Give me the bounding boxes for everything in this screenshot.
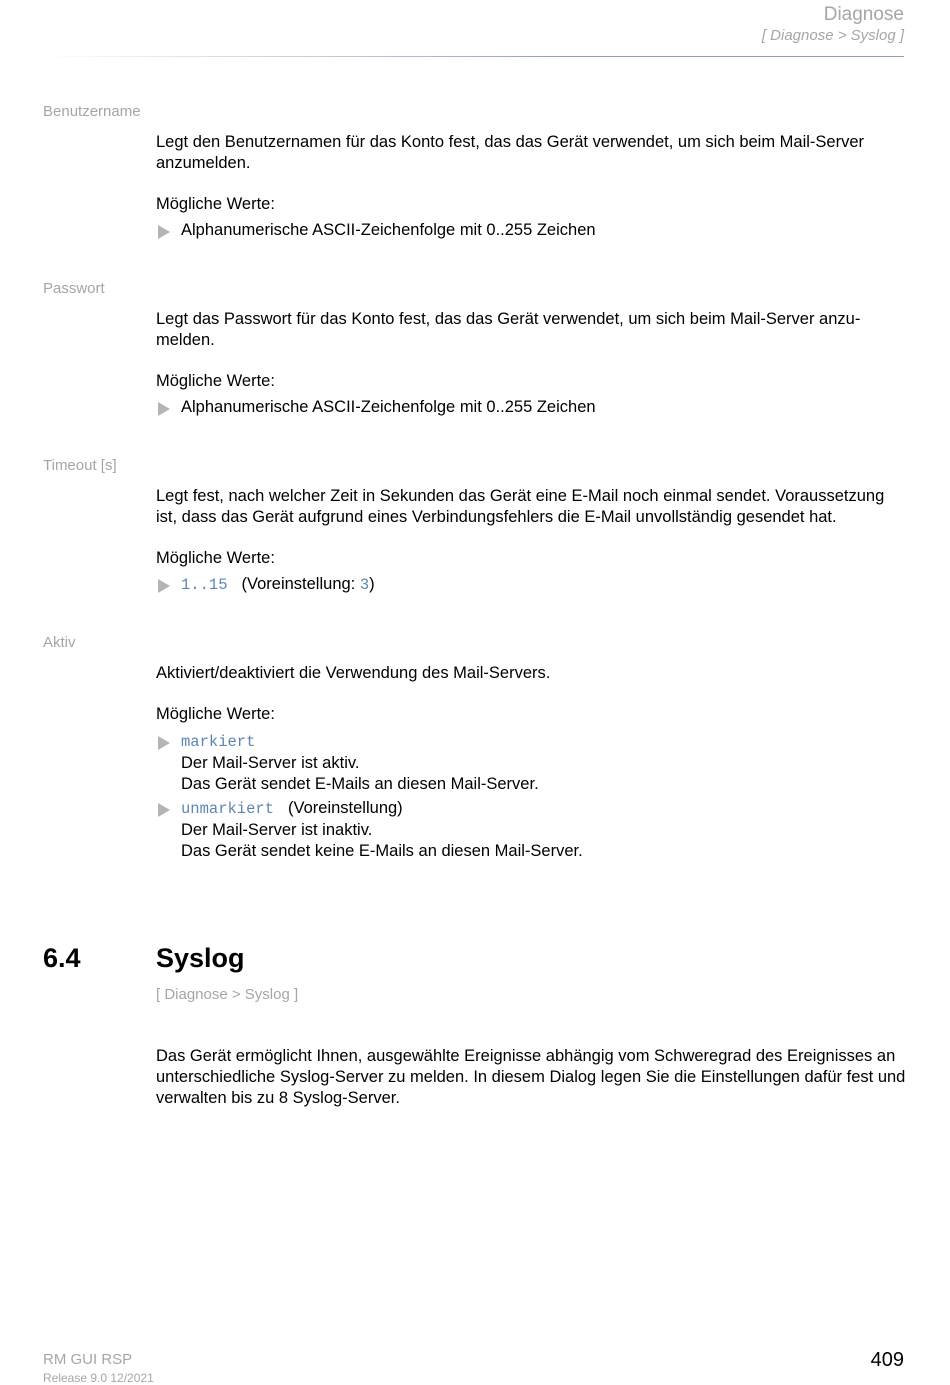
list-item-text: [181, 798, 908, 862]
list-item: [156, 220, 908, 241]
list-item-text: Alphanumerische ASCII-Zeichenfolge mit 0..255 Zeichen: [181, 398, 596, 416]
list-item-text: Alphanumerische ASCII-Zeichenfolge mit 0..255 Zeichen: [181, 221, 596, 239]
value-explanation: Das Gerät sendet keine E-Mails an diesen Mail-Server.: [181, 842, 583, 860]
default-suffix: ): [369, 575, 375, 593]
list-item: [156, 731, 908, 795]
default-value-code: 3: [359, 576, 370, 594]
default-note: (Voreinstellung): [288, 799, 403, 817]
value-explanation: Der Mail-Server ist inaktiv.: [181, 821, 373, 839]
list-item-text: [181, 574, 908, 596]
list-item-text: [181, 731, 908, 795]
values-heading: Mögliche Werte:: [156, 549, 275, 567]
default-prefix: (Voreinstellung:: [241, 575, 360, 593]
value-explanation: Das Gerät sendet E-Mails an diesen Mail-Server.: [181, 775, 539, 793]
param-description-benutzername: Legt den Benutzernamen für das Konto fest, das das Gerät verwendet, um sich beim Mail-Server anzumelden.: [156, 133, 865, 172]
bullet-triangle-icon: [158, 579, 170, 593]
bullet-triangle-icon: [158, 402, 170, 416]
value-range-code: 1..15: [181, 576, 228, 594]
section-number: 6.4: [43, 943, 81, 973]
header-divider: [40, 56, 904, 57]
param-label-timeout: Timeout [s]: [43, 457, 117, 474]
param-label-passwort: Passwort: [43, 280, 105, 297]
section-intro: Das Gerät ermöglicht Ihnen, ausgewählte Ereignisse abhängig vom Schweregrad des Ereignisses an unterschiedliche Syslog-Server zu melden. In diesem Dialog legen Sie die Einstellungen dafür fest und verwalten bis zu 8 Syslog-Server.: [156, 1047, 906, 1107]
value-code-unmarkiert: unmarkiert: [181, 800, 275, 818]
values-heading: Mögliche Werte:: [156, 372, 275, 390]
running-header-breadcrumb: [ Diagnose > Syslog ]: [761, 27, 904, 44]
param-description-aktiv: Aktiviert/deaktiviert die Verwendung des Mail-Servers.: [156, 664, 551, 682]
param-label-aktiv: Aktiv: [43, 634, 76, 651]
page-number: 409: [870, 1349, 904, 1371]
bullet-triangle-icon: [158, 803, 170, 817]
value-explanation: Der Mail-Server ist aktiv.: [181, 754, 360, 772]
footer-product: RM GUI RSP: [43, 1351, 133, 1368]
running-header-title: Diagnose: [823, 4, 904, 25]
list-item: [156, 397, 908, 418]
param-description-timeout: Legt fest, nach welcher Zeit in Sekunden das Gerät eine E-Mail noch einmal sendet. Voraussetzung ist, dass das Gerät aufgrund eines Verbindungsfehlers die E-Mail unvollständig gesendet hat.: [156, 487, 885, 526]
values-heading: Mögliche Werte:: [156, 705, 275, 723]
param-label-benutzername: Benutzername: [43, 103, 141, 120]
section-breadcrumb: [ Diagnose > Syslog ]: [156, 986, 299, 1003]
value-code-markiert: markiert: [181, 733, 256, 751]
bullet-triangle-icon: [158, 225, 170, 239]
list-item: [156, 574, 908, 596]
bullet-triangle-icon: [158, 736, 170, 750]
param-description-passwort: Legt das Passwort für das Konto fest, das das Gerät verwendet, um sich beim Mail-Server anzumelden.: [156, 310, 861, 349]
footer-release: Release 9.0 12/2021: [43, 1371, 154, 1385]
list-item: [156, 798, 908, 862]
values-heading: Mögliche Werte:: [156, 195, 275, 213]
section-title: Syslog: [156, 943, 245, 973]
